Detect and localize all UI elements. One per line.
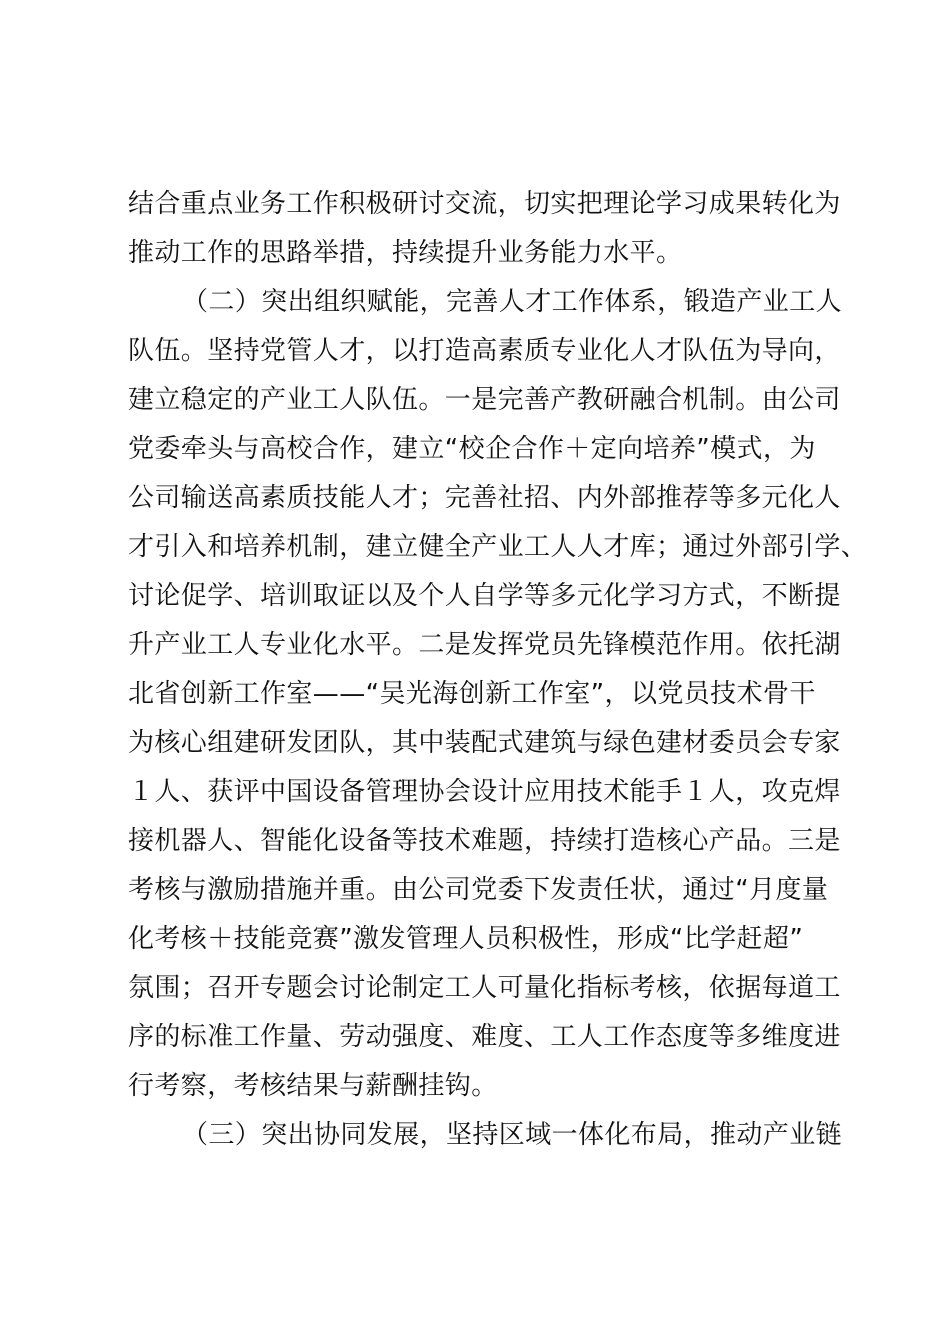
body-text	[128, 180, 868, 1160]
text-line: 北省创新工作室——“吴光海创新工作室”，以党员技术骨干	[128, 679, 816, 709]
text-line: 队伍。坚持党管人才，以打造高素质专业化人才队伍为导向，	[128, 336, 841, 366]
text-line: 建立稳定的产业工人队伍。一是完善产教研融合机制。由公司	[128, 385, 841, 415]
text-line: 氛围；召开专题会讨论制定工人可量化指标考核，依据每道工	[128, 973, 841, 1003]
text-line: 为核心组建研发团队，其中装配式建筑与绿色建材委员会专家	[128, 728, 841, 758]
text-line: 接机器人、智能化设备等技术难题，持续打造核心产品。三是	[128, 826, 841, 856]
text-line: 行考察，考核结果与薪酬挂钩。	[128, 1071, 498, 1101]
paragraph-section-2	[128, 278, 868, 1111]
text-line: １人、获评中国设备管理协会设计应用技术能手１人，攻克焊	[128, 777, 841, 807]
paragraph-continuation	[128, 180, 868, 278]
text-line: 升产业工人专业化水平。二是发挥党员先锋模范作用。依托湖	[128, 630, 841, 660]
text-line: 才引入和培养机制，建立健全产业工人人才库；通过外部引学、	[128, 532, 868, 562]
text-line: 推动工作的思路举措，持续提升业务能力水平。	[128, 238, 683, 268]
text-line: 化考核＋技能竞赛”激发管理人员积极性，形成“比学赶超”	[128, 924, 804, 954]
section-heading-line: （二）突出组织赋能，完善人才工作体系，锻造产业工人	[182, 287, 843, 317]
text-line: 结合重点业务工作积极研讨交流，切实把理论学习成果转化为	[128, 189, 841, 219]
text-line: 党委牵头与高校合作，建立“校企合作＋定向培养”模式，为	[128, 434, 816, 464]
section-heading-line: （三）突出协同发展，坚持区域一体化布局，推动产业链	[182, 1120, 843, 1150]
text-line: 讨论促学、培训取证以及个人自学等多元化学习方式，不断提	[128, 581, 841, 611]
paragraph-section-3	[128, 1111, 868, 1160]
text-line: 公司输送高素质技能人才；完善社招、内外部推荐等多元化人	[128, 483, 841, 513]
text-line: 考核与激励措施并重。由公司党委下发责任状，通过“月度量	[128, 875, 829, 905]
text-line: 序的标准工作量、劳动强度、难度、工人工作态度等多维度进	[128, 1022, 841, 1052]
